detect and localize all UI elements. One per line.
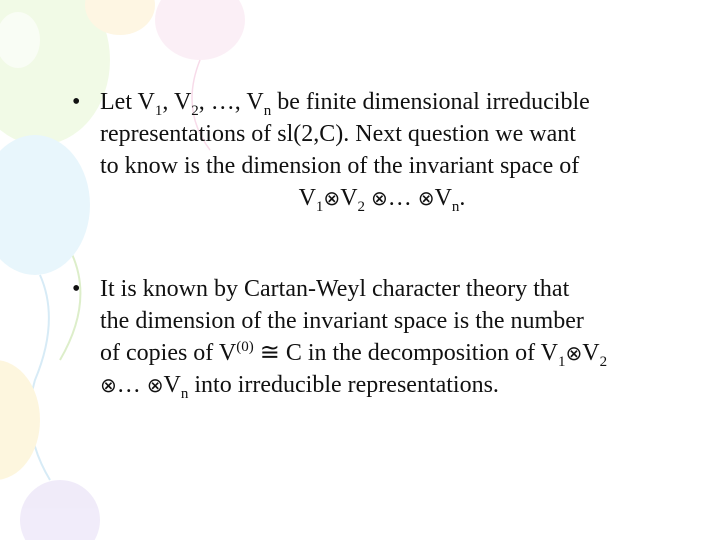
bullet-dot: • — [72, 276, 81, 302]
bullet-dot: • — [72, 89, 81, 115]
bullet-2-line-3: of copies of $V^{(0)}$ ≅ C in the decomposition of $V_1\otimes V_2$ — [100, 339, 608, 370]
bullet-2-line-4: ⊗… $\otimes V_n$ into irreducible representations. — [100, 372, 499, 402]
bullet-1-line-3: to know is the dimension of the invariant space of — [100, 153, 580, 179]
tensor-product-equation: $V_1\otimes V_2$ ⊗… $\otimes V_n$. — [298, 185, 466, 215]
bullet-2-text — [100, 273, 692, 401]
bullet-1-text — [100, 86, 692, 214]
bullet-2 — [72, 273, 692, 401]
bullet-1 — [72, 86, 692, 214]
bullet-1-line-1: Let $V_1$, $V_2$, …, $V_n$ be finite dimensional irreducible — [100, 89, 590, 119]
bullet-1-line-2: representations of sl(2,C). Next question we want — [100, 121, 576, 147]
bullet-2-line-1: It is known by Cartan-Weyl character theory that — [100, 276, 570, 302]
bullet-2-line-2: the dimension of the invariant space is the number — [100, 308, 584, 334]
